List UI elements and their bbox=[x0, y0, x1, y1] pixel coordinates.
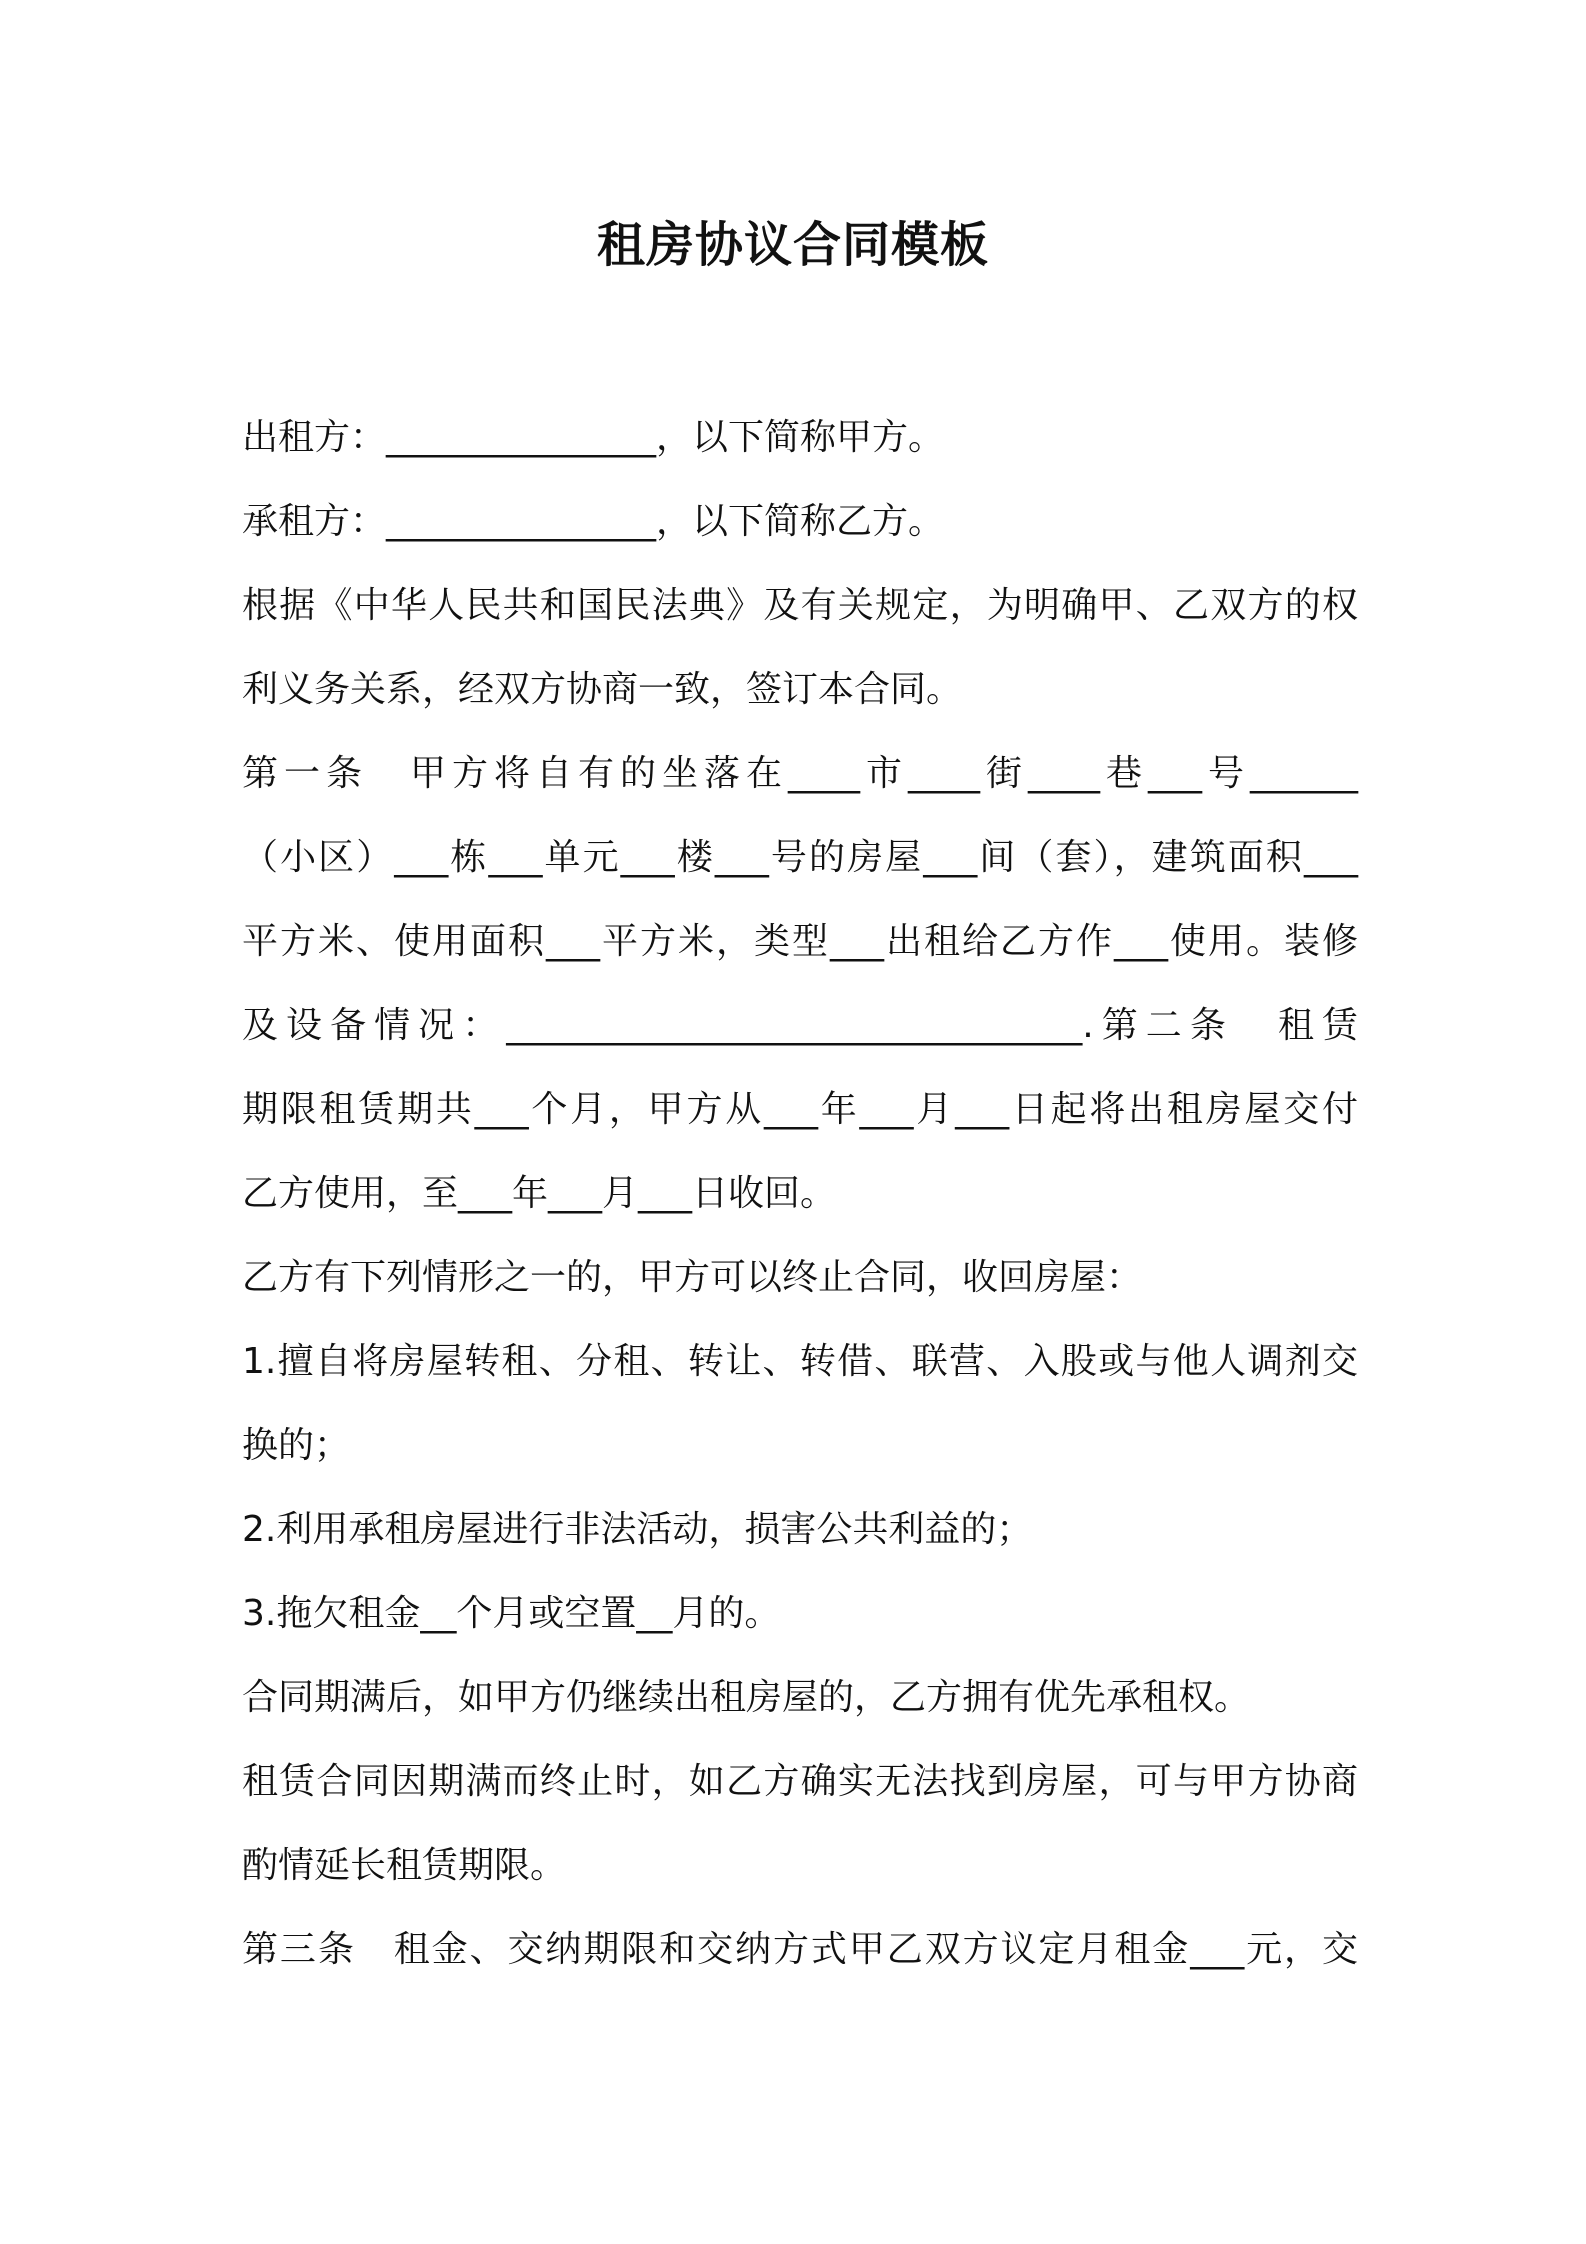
termination-item-line: 换的； bbox=[242, 1425, 351, 1466]
termination-item-line: 3.拖欠租金__个月或空置__月的。 bbox=[242, 1593, 781, 1634]
article-1-line: （小区）___栋___单元___楼___号的房屋___间（套），建筑面积___ bbox=[242, 837, 1358, 878]
preamble-line: 根据《中华人民共和国民法典》及有关规定，为明确甲、乙双方的权 bbox=[242, 585, 1358, 626]
article-1-line: 及设备情况：________________________________.第二条 租赁 bbox=[242, 1005, 1358, 1046]
article-3-line: 第三条 租金、交纳期限和交纳方式甲乙双方议定月租金___元，交 bbox=[242, 1929, 1358, 1970]
preamble-line: 利义务关系，经双方协商一致，签订本合同。 bbox=[242, 669, 963, 710]
article-1-line: 平方米、使用面积___平方米，类型___出租给乙方作___使用。装修 bbox=[242, 921, 1358, 962]
termination-intro-line: 乙方有下列情形之一的，甲方可以终止合同，收回房屋： bbox=[242, 1257, 1143, 1298]
article-1-line: 第一条 甲方将自有的坐落在____市____街____巷___号______ bbox=[242, 753, 1358, 794]
lessor-line: 出租方：_______________，以下简称甲方。 bbox=[242, 417, 945, 458]
article-2-line: 乙方使用，至___年___月___日收回。 bbox=[242, 1173, 837, 1214]
renewal-line: 合同期满后，如甲方仍继续出租房屋的，乙方拥有优先承租权。 bbox=[242, 1677, 1251, 1718]
article-2-line: 期限租赁期共___个月，甲方从___年___月___日起将出租房屋交付 bbox=[242, 1089, 1358, 1130]
extension-line: 租赁合同因期满而终止时，如乙方确实无法找到房屋，可与甲方协商 bbox=[242, 1761, 1358, 1802]
extension-line: 酌情延长租赁期限。 bbox=[242, 1845, 567, 1886]
lessee-line: 承租方：_______________，以下简称乙方。 bbox=[242, 501, 945, 542]
termination-item-line: 1.擅自将房屋转租、分租、转让、转借、联营、入股或与他人调剂交 bbox=[242, 1341, 1358, 1382]
termination-item-line: 2.利用承租房屋进行非法活动，损害公共利益的； bbox=[242, 1509, 1033, 1550]
document-title: 租房协议合同模板 bbox=[596, 217, 989, 273]
